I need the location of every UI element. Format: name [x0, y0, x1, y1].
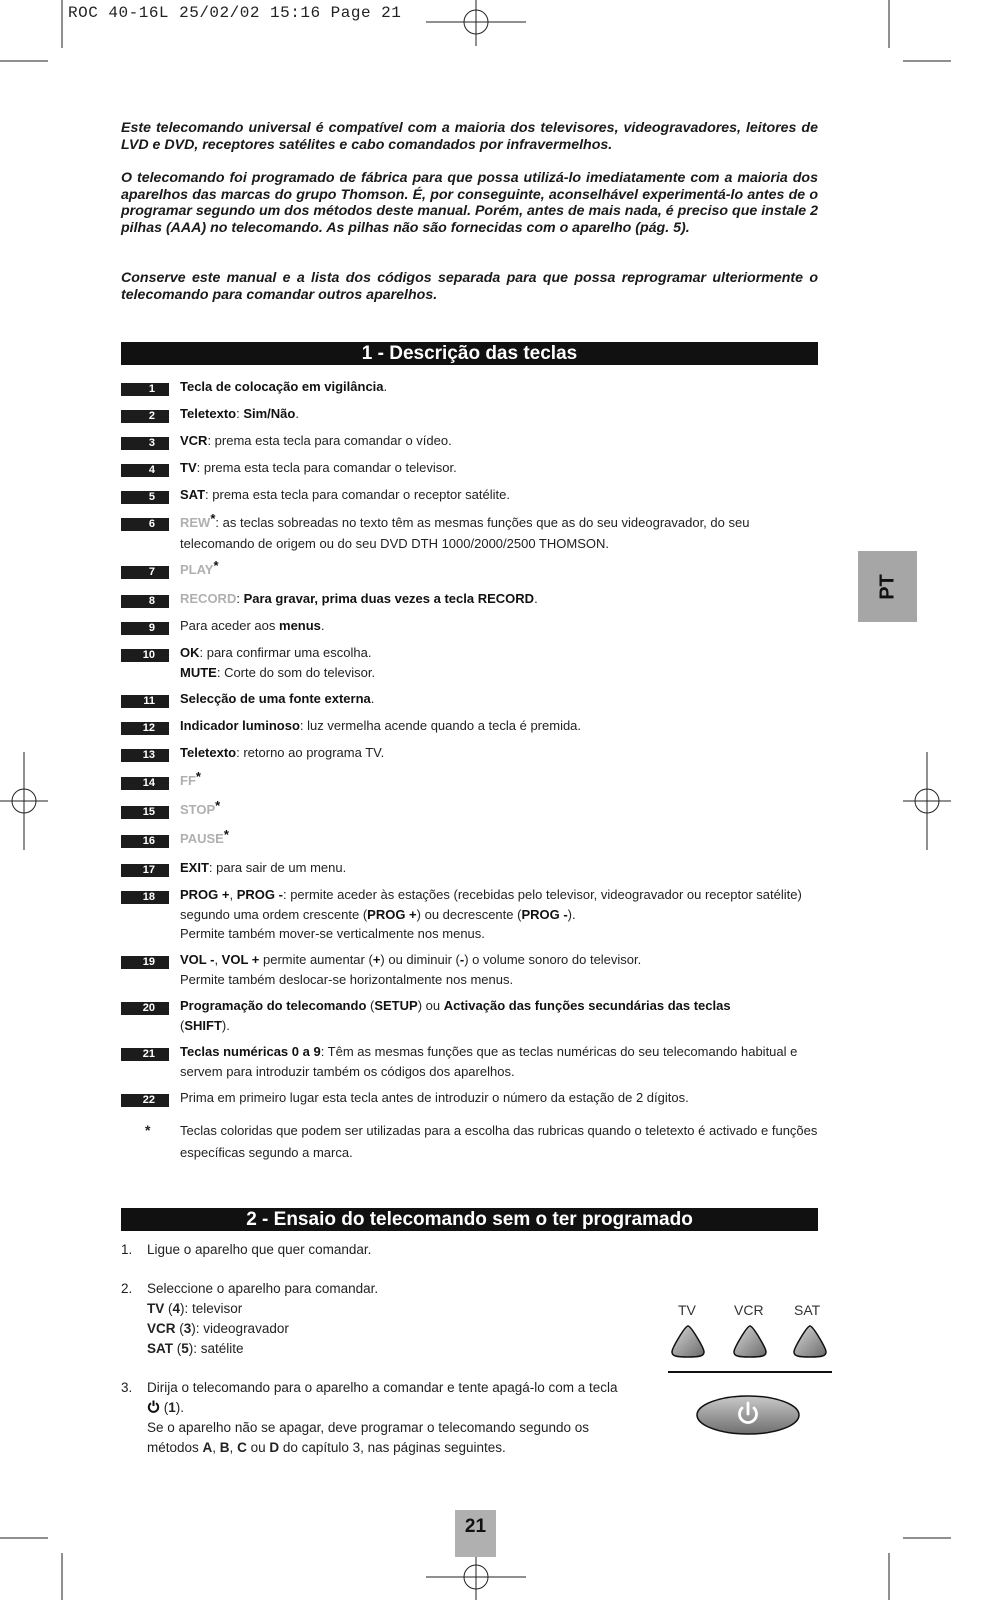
item-description: REW*: as teclas sobreadas no texto têm as mesmas funções que as do seu videogravador, do seu telecomando de origem ou do seu DVD DTH 1000/2000/2500 THOMSON. [180, 511, 750, 551]
item-description: Teletexto: Sim/Não. [180, 406, 299, 421]
item-number: 13 [121, 749, 169, 762]
item-description: PLAY* [180, 558, 219, 577]
remote-label-sat: SAT [794, 1302, 821, 1318]
print-slug: ROC 40-16L 25/02/02 15:16 Page 21 [68, 4, 402, 22]
power-icon [147, 1400, 164, 1415]
item-number: 16 [121, 835, 169, 848]
item-description: Prima em primeiro lugar esta tecla antes de introduzir o número da estação de 2 dígitos. [180, 1090, 689, 1105]
item-number: 7 [121, 566, 169, 579]
language-tab-pt: PT [858, 551, 917, 622]
item-description: VCR: prema esta tecla para comandar o vídeo. [180, 433, 452, 448]
intro-paragraph-3: Conserve este manual e a lista dos códigos separada para que possa reprogramar ulteriormente o telecomando para comandar outros aparelhos. [121, 270, 818, 303]
item-number: 6 [121, 518, 169, 531]
item-number: 22 [121, 1094, 169, 1107]
note-text: Teclas coloridas que podem ser utilizadas para a escolha das rubricas quando o teletexto é activado e funções específicas segundo a marca. [180, 1123, 818, 1160]
item-description: RECORD: Para gravar, prima duas vezes a tecla RECORD. [180, 591, 538, 606]
item-description: Teletexto: retorno ao programa TV. [180, 745, 385, 760]
intro-paragraph-2: O telecomando foi programado de fábrica para que possa utilizá-lo imediatamente com a maioria dos aparelhos das marcas do grupo Thomson. É, por conseguinte, aconselhável experimentá-lo antes de o programar segundo um dos métodos deste manual. Porém, antes de mais nada, é preciso que instale 2 pilhas (AAA) no telecomando. As pilhas não são fornecidas com o aparelho (pág. 5). [121, 170, 818, 236]
item-description: Indicador luminoso: luz vermelha acende quando a tecla é premida. [180, 718, 582, 733]
item-number: 14 [121, 777, 169, 790]
vcr-key-button [734, 1326, 766, 1357]
sat-key-button [794, 1326, 826, 1357]
item-number: 20 [121, 1002, 169, 1015]
remote-label-vcr: VCR [734, 1302, 764, 1318]
note-asterisk: * [145, 1122, 151, 1138]
item-number: 9 [121, 622, 169, 635]
item-number: 8 [121, 595, 169, 608]
item-description: PROG +, PROG -: permite aceder às estações (recebidas pelo televisor, videogravador ou receptor satélite) segundo uma ordem crescente (PROG +) ou decrescente (PROG -). Permite também mover-se verticalmente nos menus. [180, 887, 802, 941]
item-number: 11 [121, 695, 169, 708]
section-title-key-description: 1 - Descrição das teclas [121, 342, 818, 365]
item-number: 10 [121, 649, 169, 662]
item-description: EXIT: para sair de um menu. [180, 860, 347, 875]
item-number: 19 [121, 956, 169, 969]
item-number: 12 [121, 722, 169, 735]
item-description: Teclas numéricas 0 a 9: Têm as mesmas funções que as teclas numéricas do seu telecomando habitual e servem para introduzir também os códigos dos aparelhos. [180, 1044, 798, 1079]
step-1: 1. Ligue o aparelho que quer comandar. [121, 1242, 372, 1257]
remote-label-tv: TV [678, 1302, 696, 1318]
item-number: 4 [121, 464, 169, 477]
item-number: 5 [121, 491, 169, 504]
item-description: Selecção de uma fonte externa. [180, 691, 375, 706]
item-description: VOL -, VOL + permite aumentar (+) ou diminuir (-) o volume sonoro do televisor. Permite também deslocar-se horizontalmente nos menus. [180, 952, 642, 987]
remote-illustration [660, 1318, 840, 1458]
item-description: SAT: prema esta tecla para comandar o receptor satélite. [180, 487, 510, 502]
item-number: 17 [121, 864, 169, 877]
item-description: STOP* [180, 798, 221, 817]
intro-paragraph-1: Este telecomando universal é compatível com a maioria dos televisores, videogravadores, leitores de LVD e DVD, receptores satélites e cabo comandados por infravermelhos. [121, 120, 818, 153]
page-number: 21 [455, 1510, 496, 1557]
step-2: 2. Seleccione o aparelho para comandar. TV (4): televisor VCR (3): videogravador SAT (5): satélite [121, 1281, 379, 1356]
item-description: Tecla de colocação em vigilância. [180, 379, 388, 394]
item-description: FF* [180, 769, 201, 788]
item-description: TV: prema esta tecla para comandar o televisor. [180, 460, 457, 475]
item-number: 15 [121, 806, 169, 819]
item-number: 1 [121, 383, 169, 396]
section-title-test: 2 - Ensaio do telecomando sem o ter programado [121, 1208, 818, 1231]
item-number: 18 [121, 891, 169, 904]
item-description: Para aceder aos menus. [180, 618, 325, 633]
step-3: 3. Dirija o telecomando para o aparelho a comandar e tente apagá-lo com a tecla (1). Se o aparelho não se apagar, deve programar o telecomando segundo os métodos A, B, C ou D do capítulo 3, nas páginas seguintes. [121, 1380, 618, 1455]
tv-key-button [672, 1326, 704, 1357]
item-number: 3 [121, 437, 169, 450]
item-description: Programação do telecomando (SETUP) ou Activação das funções secundárias das teclas (SHIFT). [180, 998, 731, 1033]
item-description: PAUSE* [180, 827, 229, 846]
item-number: 2 [121, 410, 169, 423]
item-number: 21 [121, 1048, 169, 1061]
item-description: OK: para confirmar uma escolha. MUTE: Corte do som do televisor. [180, 645, 376, 680]
